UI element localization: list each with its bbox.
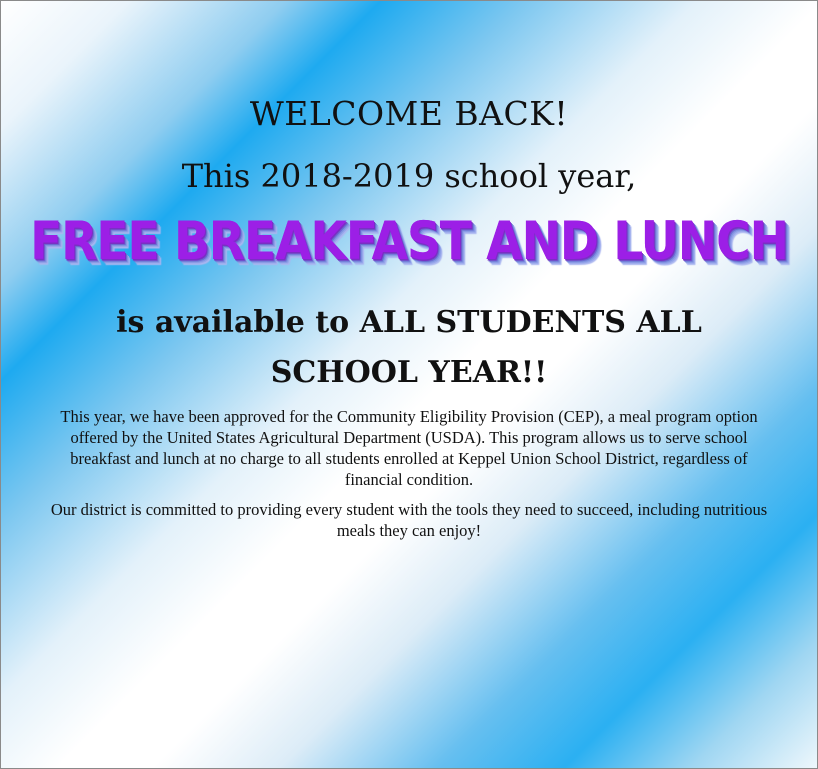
- welcome-heading: WELCOME BACK!: [249, 94, 569, 133]
- availability-statement: is available to ALL STUDENTS ALL SCHOOL YEAR!!: [116, 305, 702, 390]
- commitment-paragraph: Our district is committed to providing every student with the tools they need to succeed, including nutritious meals they can enjoy!: [50, 500, 768, 540]
- school-year-line: This 2018-2019 school year,: [181, 157, 637, 195]
- free-meals-headline: FREE BREAKFAST AND LUNCH: [1, 211, 817, 273]
- cep-paragraph: This year, we have been approved for the Community Eligibility Provision (CEP), a meal program option offered by the United States Agricultural Department (USDA). This program allows us to serve school breakfast and lunch at no charge to all students enrolled at Keppel Union School District, regardless of financial condition.: [60, 407, 758, 489]
- body-text: [1, 406, 817, 550]
